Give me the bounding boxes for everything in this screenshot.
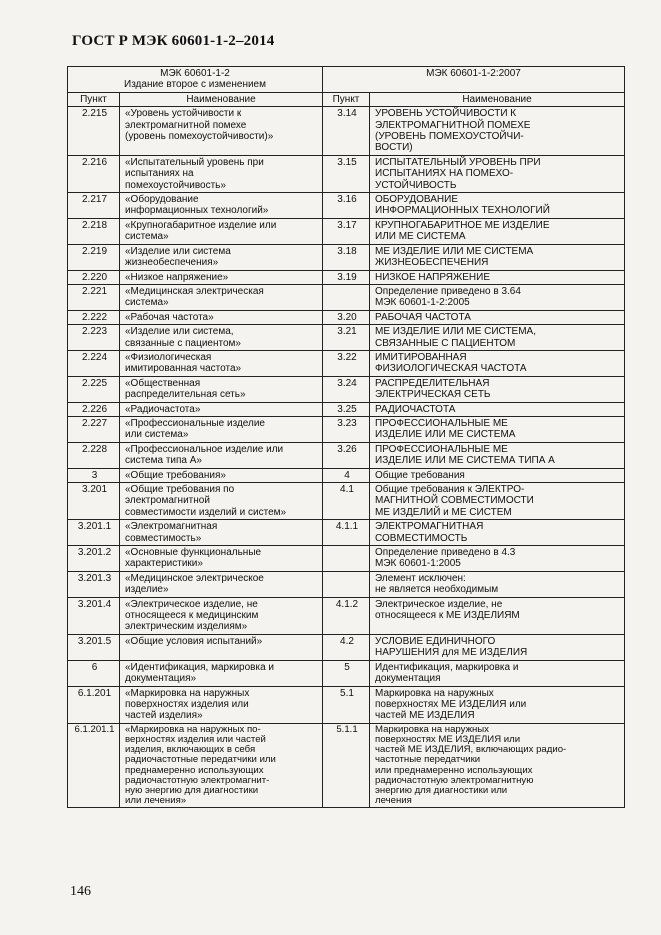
left-clause-name: «Изделие или система, связанные с пациентом» xyxy=(120,325,323,351)
left-clause-name: «Профессиональные изделие или система» xyxy=(120,416,323,442)
left-clause-number: 3.201.5 xyxy=(68,634,120,660)
right-clause-number: 3.16 xyxy=(323,193,370,219)
left-clause-number: 2.222 xyxy=(68,310,120,324)
left-clause-number: 6.1.201 xyxy=(68,686,120,723)
left-clause-name: «Профессиональное изделие или система типа А» xyxy=(120,442,323,468)
table-row xyxy=(68,325,625,351)
right-clause-number: 5 xyxy=(323,660,370,686)
left-clause-name: «Общие требования» xyxy=(120,468,323,482)
table-row xyxy=(68,310,625,324)
right-clause-name: ПРОФЕССИОНАЛЬНЫЕ МЕ ИЗДЕЛИЕ ИЛИ МЕ СИСТЕМА ТИПА А xyxy=(370,442,625,468)
right-clause-name: НИЗКОЕ НАПРЯЖЕНИЕ xyxy=(370,270,625,284)
right-clause-name: МЕ ИЗДЕЛИЕ ИЛИ МЕ СИСТЕМА ЖИЗНЕОБЕСПЕЧЕНИЯ xyxy=(370,244,625,270)
right-clause-name: ЭЛЕКТРОМАГНИТНАЯ СОВМЕСТИМОСТЬ xyxy=(370,520,625,546)
left-clause-name: «Медицинское электрическое изделие» xyxy=(120,571,323,597)
table-row xyxy=(68,244,625,270)
table-row xyxy=(68,107,625,156)
left-clause-number: 2.221 xyxy=(68,284,120,310)
left-clause-name: «Общие требования по электромагнитной совместимости изделий и систем» xyxy=(120,483,323,520)
left-clause-number: 2.223 xyxy=(68,325,120,351)
right-clause-name: Определение приведено в 4.3 МЭК 60601-1:2005 xyxy=(370,546,625,572)
right-clause-number: 5.1.1 xyxy=(323,723,370,808)
left-clause-name: «Электрическое изделие, не относящееся к медицинским электрическим изделиям» xyxy=(120,597,323,634)
left-clause-number: 2.225 xyxy=(68,376,120,402)
table-row xyxy=(68,376,625,402)
right-clause-number: 4.2 xyxy=(323,634,370,660)
right-clause-number: 4.1.1 xyxy=(323,520,370,546)
table-row xyxy=(68,686,625,723)
left-clause-name: «Рабочая частота» xyxy=(120,310,323,324)
left-clause-number: 3.201.4 xyxy=(68,597,120,634)
right-clause-name: Общие требования xyxy=(370,468,625,482)
left-clause-name: «Маркировка на наружных по- верхностях изделия или частей изделия, включающих в себя радиочастотные передатчики или преднамеренно использующих радиочастотную электромагнит- ную энергию для диагностики или лечения» xyxy=(120,723,323,808)
right-clause-number: 4.1.2 xyxy=(323,597,370,634)
left-clause-number: 2.218 xyxy=(68,218,120,244)
right-clause-number: 3.21 xyxy=(323,325,370,351)
col-header-left-clause: Пункт xyxy=(68,92,120,106)
left-clause-number: 2.217 xyxy=(68,193,120,219)
left-clause-name: «Низкое напряжение» xyxy=(120,270,323,284)
right-clause-number: 4 xyxy=(323,468,370,482)
right-clause-name: КРУПНОГАБАРИТНОЕ МЕ ИЗДЕЛИЕ ИЛИ МЕ СИСТЕМА xyxy=(370,218,625,244)
right-clause-name: ПРОФЕССИОНАЛЬНЫЕ МЕ ИЗДЕЛИЕ ИЛИ МЕ СИСТЕМА xyxy=(370,416,625,442)
right-clause-name: УСЛОВИЕ ЕДИНИЧНОГО НАРУШЕНИЯ для МЕ ИЗДЕЛИЯ xyxy=(370,634,625,660)
col-header-left-name: Наименование xyxy=(120,92,323,106)
left-clause-name: «Изделие или система жизнеобеспечения» xyxy=(120,244,323,270)
right-clause-name: Общие требования к ЭЛЕКТРО- МАГНИТНОЙ СОВМЕСТИМОСТИ МЕ ИЗДЕЛИЙ и МЕ СИСТЕМ xyxy=(370,483,625,520)
right-clause-name: ИМИТИРОВАННАЯ ФИЗИОЛОГИЧЕСКАЯ ЧАСТОТА xyxy=(370,350,625,376)
left-clause-name: «Медицинская электрическая система» xyxy=(120,284,323,310)
table-row xyxy=(68,520,625,546)
right-clause-number: 3.14 xyxy=(323,107,370,156)
right-clause-name: ИСПЫТАТЕЛЬНЫЙ УРОВЕНЬ ПРИ ИСПЫТАНИЯХ НА ПОМЕХО- УСТОЙЧИВОСТЬ xyxy=(370,155,625,192)
right-standard-header: МЭК 60601-1-2:2007 xyxy=(323,67,625,93)
right-clause-number: 3.20 xyxy=(323,310,370,324)
right-clause-name: Маркировка на наружных поверхностях МЕ ИЗДЕЛИЯ или частей МЕ ИЗДЕЛИЯ xyxy=(370,686,625,723)
table-row xyxy=(68,571,625,597)
left-clause-number: 3.201.3 xyxy=(68,571,120,597)
left-clause-name: «Оборудование информационных технологий» xyxy=(120,193,323,219)
right-clause-number: 3.26 xyxy=(323,442,370,468)
table-row xyxy=(68,483,625,520)
table-row xyxy=(68,468,625,482)
right-clause-number: 3.24 xyxy=(323,376,370,402)
right-clause-number: 5.1 xyxy=(323,686,370,723)
right-clause-name: Маркировка на наружных поверхностях МЕ ИЗДЕЛИЯ или частей МЕ ИЗДЕЛИЯ, включающих радио- частотные передатчики или преднамеренно использующих радиочастотную электромагнитную энергию для диагностики или лечения xyxy=(370,723,625,808)
col-header-right-clause: Пункт xyxy=(323,92,370,106)
left-clause-number: 2.215 xyxy=(68,107,120,156)
right-clause-number: 3.15 xyxy=(323,155,370,192)
right-clause-number: 3.25 xyxy=(323,402,370,416)
left-standard-header: МЭК 60601-1-2 Издание второе с изменением xyxy=(68,67,323,93)
right-clause-name: ОБОРУДОВАНИЕ ИНФОРМАЦИОННЫХ ТЕХНОЛОГИЙ xyxy=(370,193,625,219)
right-clause-number: 3.18 xyxy=(323,244,370,270)
table-row xyxy=(68,442,625,468)
left-clause-name: «Маркировка на наружных поверхностях изделия или частей изделия» xyxy=(120,686,323,723)
left-clause-name: «Идентификация, маркировка и документация» xyxy=(120,660,323,686)
left-clause-number: 3 xyxy=(68,468,120,482)
left-clause-number: 6 xyxy=(68,660,120,686)
right-clause-number: 3.23 xyxy=(323,416,370,442)
left-clause-number: 3.201 xyxy=(68,483,120,520)
right-clause-name: РАСПРЕДЕЛИТЕЛЬНАЯ ЭЛЕКТРИЧЕСКАЯ СЕТЬ xyxy=(370,376,625,402)
left-clause-name: «Крупногабаритное изделие или система» xyxy=(120,218,323,244)
left-clause-number: 3.201.2 xyxy=(68,546,120,572)
right-clause-number xyxy=(323,546,370,572)
right-clause-number: 3.19 xyxy=(323,270,370,284)
left-clause-number: 2.226 xyxy=(68,402,120,416)
left-clause-name: «Радиочастота» xyxy=(120,402,323,416)
table-row xyxy=(68,155,625,192)
left-clause-number: 2.216 xyxy=(68,155,120,192)
right-clause-number xyxy=(323,571,370,597)
col-header-right-name: Наименование xyxy=(370,92,625,106)
right-clause-number: 3.17 xyxy=(323,218,370,244)
table-row xyxy=(68,284,625,310)
table-row xyxy=(68,350,625,376)
table-row xyxy=(68,597,625,634)
table-row xyxy=(68,218,625,244)
right-clause-number: 4.1 xyxy=(323,483,370,520)
right-clause-number xyxy=(323,284,370,310)
left-clause-number: 2.227 xyxy=(68,416,120,442)
table-row xyxy=(68,546,625,572)
right-clause-name: РАДИОЧАСТОТА xyxy=(370,402,625,416)
left-clause-number: 2.219 xyxy=(68,244,120,270)
table-row xyxy=(68,270,625,284)
table-row xyxy=(68,723,625,808)
left-clause-number: 2.220 xyxy=(68,270,120,284)
right-clause-name: РАБОЧАЯ ЧАСТОТА xyxy=(370,310,625,324)
right-clause-name: Элемент исключен: не является необходимым xyxy=(370,571,625,597)
right-clause-name: Определение приведено в 3.64 МЭК 60601-1-2:2005 xyxy=(370,284,625,310)
page-number: 146 xyxy=(70,884,91,899)
left-clause-name: «Уровень устойчивости к электромагнитной помехе (уровень помехоустойчивости)» xyxy=(120,107,323,156)
table-row xyxy=(68,634,625,660)
table-row xyxy=(68,402,625,416)
left-clause-name: «Испытательный уровень при испытаниях на помехоустойчивость» xyxy=(120,155,323,192)
left-clause-name: «Основные функциональные характеристики» xyxy=(120,546,323,572)
right-clause-number: 3.22 xyxy=(323,350,370,376)
right-clause-name: МЕ ИЗДЕЛИЕ ИЛИ МЕ СИСТЕМА, СВЯЗАННЫЕ С ПАЦИЕНТОМ xyxy=(370,325,625,351)
right-clause-name: УРОВЕНЬ УСТОЙЧИВОСТИ К ЭЛЕКТРОМАГНИТНОЙ ПОМЕХЕ (УРОВЕНЬ ПОМЕХОУСТОЙЧИ- ВОСТИ) xyxy=(370,107,625,156)
left-clause-name: «Электромагнитная совместимость» xyxy=(120,520,323,546)
left-clause-number: 2.224 xyxy=(68,350,120,376)
page-header: ГОСТ Р МЭК 60601-1-2–2014 xyxy=(72,33,275,49)
left-clause-name: «Общие условия испытаний» xyxy=(120,634,323,660)
comparison-table xyxy=(67,66,625,808)
left-clause-name: «Общественная распределительная сеть» xyxy=(120,376,323,402)
table-row xyxy=(68,193,625,219)
table-row xyxy=(68,660,625,686)
right-clause-name: Электрическое изделие, не относящееся к МЕ ИЗДЕЛИЯМ xyxy=(370,597,625,634)
left-clause-number: 2.228 xyxy=(68,442,120,468)
table-row xyxy=(68,416,625,442)
left-clause-number: 3.201.1 xyxy=(68,520,120,546)
right-clause-name: Идентификация, маркировка и документация xyxy=(370,660,625,686)
left-clause-name: «Физиологическая имитированная частота» xyxy=(120,350,323,376)
left-clause-number: 6.1.201.1 xyxy=(68,723,120,808)
